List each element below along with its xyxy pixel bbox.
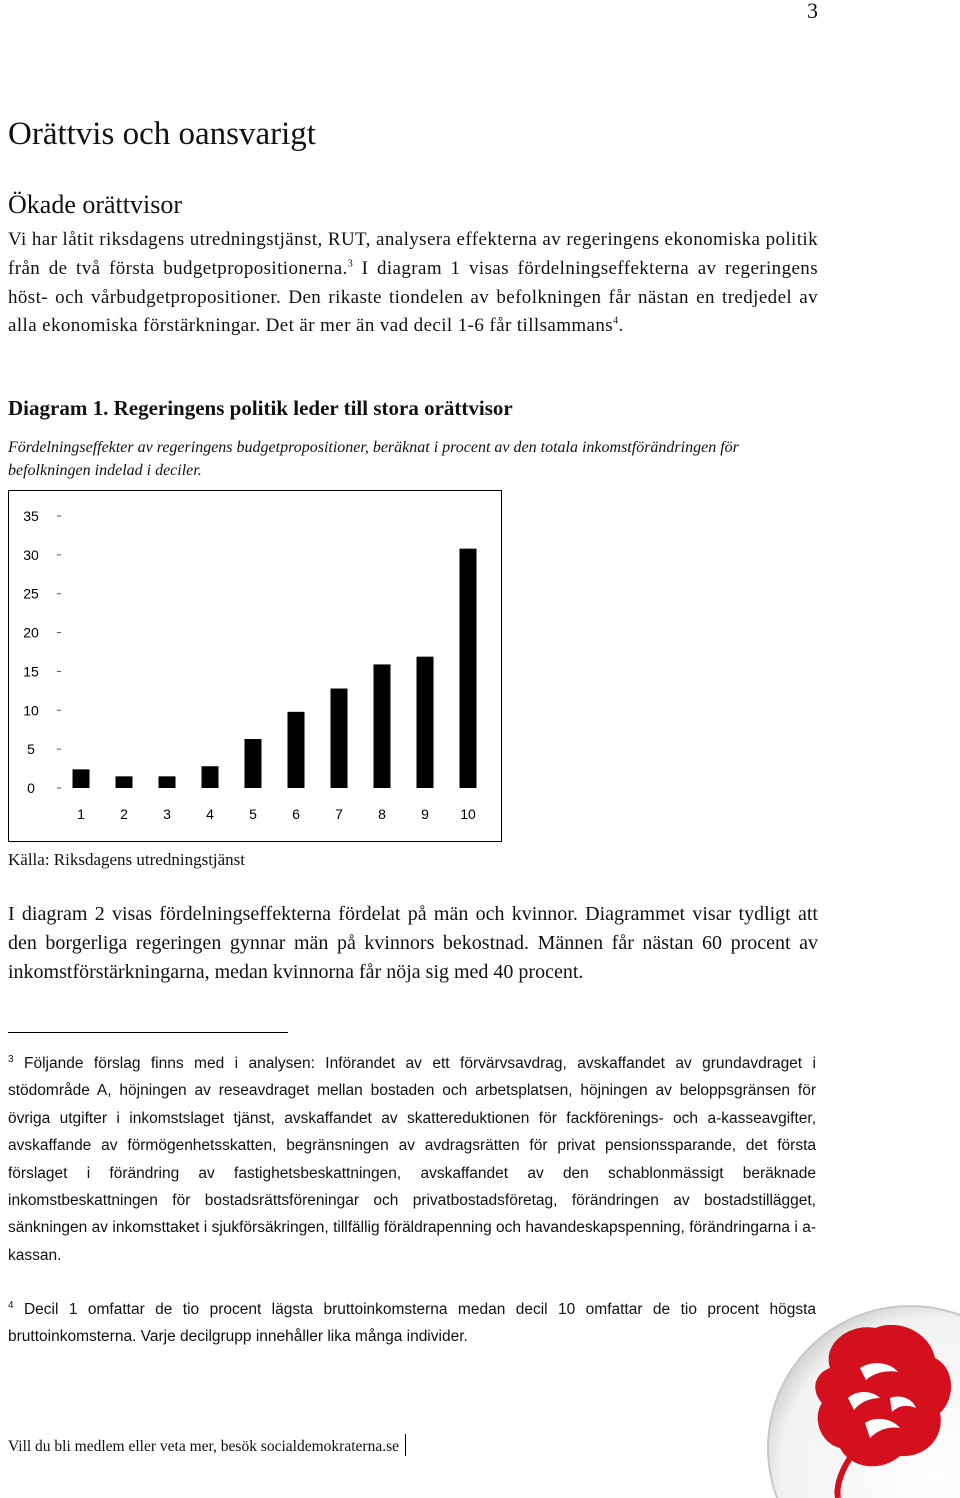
x-tick-label: 8 [378,806,386,822]
y-tick-label: 30 [23,546,39,563]
diagram-heading: Regeringens politik leder till stora orättvisor [113,396,513,420]
x-tick-label: 7 [335,806,343,822]
y-tick-label: 10 [23,702,39,719]
red-rose-logo-icon [760,1298,960,1498]
intro-text-a: Vi har låtit riksdagens utredningstjänst, RUT, analysera effekterna av regeringens ekonomiska politik från de två första budgetpropositionerna. [8,229,818,279]
diagram-caption: Fördelningseffekter av regeringens budgetpropositioner, beräknat i procent av den totala inkomstförändringen för befolkningen indelad i deciler. [8,439,739,479]
x-tick-label: 9 [421,806,429,822]
y-tick-label: 0 [27,780,35,796]
chart-source: Källa: Riksdagens utredningstjänst [8,850,246,869]
x-tick-label: 1 [77,806,85,822]
bar-decile-8 [374,664,391,788]
footnote-ref-4[interactable]: 4 [613,316,619,328]
footnote-3-text: Följande förslag finns med i analysen: Införandet av ett förvärvsavdrag, avskaffandet av grundavdraget i stödområde A, höjningen av reseavdraget mellan bostaden och arbetsplatsen, höjningen av beloppsgränsen för övriga utgifter i inkomstslaget tjänst, avskaffandet av skattereduktionen för fackförenings- och a-kasseavgifter, avskaffande av förmögenhetsskatten, begränsningen av avdragsrätten för privat pensionssparande, det första förslaget i förändring av fastighetsbeskattningen, avskaffandet av den schablonmässigt beräknade inkomstbeskattningen för bostadsrättsföreningar och privatbostadsföretag, förändringen av bostadstillägget, sänkningen av inkomsttaket i sjukförsäkringen, tillfällig föräldrapenning och havandeskapspenning, förändringarna i a-kassan. [8,1055,816,1264]
page-number: 3 [807,0,818,23]
diagram-title [8,396,513,421]
section-heading: Ökade orättvisor [8,190,183,219]
paragraph-diagram-2: I diagram 2 visas fördelningseffekterna fördelat på män och kvinnor. Diagrammet visar tydligt att den borgerliga regeringen gynnar män på kvinnors bekostnad. Männen får nästan 60 procent av inkomstförstärkningarna, medan kvinnorna får nöja sig med 40 procent. [8,903,818,983]
bar-decile-1 [73,769,90,788]
footer [8,1434,406,1456]
x-tick-label: 5 [249,806,257,822]
x-tick-label: 4 [206,806,214,822]
bar-decile-2 [116,776,133,788]
bar-decile-7 [331,689,348,788]
bar-decile-3 [159,776,176,788]
y-tick-label: 25 [23,585,39,602]
footer-divider [405,1434,406,1456]
footnote-ref-3[interactable]: 3 [347,258,354,270]
bar-decile-6 [288,712,305,788]
footnote-3 [8,1050,816,1269]
bar-decile-10 [460,549,477,788]
y-tick-label: 15 [23,663,39,680]
y-tick-label: 35 [23,508,39,524]
x-tick-label: 10 [460,806,476,822]
bar-decile-9 [417,657,434,788]
footnote-divider [8,1032,288,1033]
bar-chart [8,490,502,842]
intro-text-c: . [618,315,624,337]
footer-text[interactable]: Vill du bli medlem eller veta mer, besök socialdemokraterna.se [8,1438,399,1455]
x-tick-label: 6 [292,806,300,822]
intro-paragraph [8,226,818,341]
footnote-4-number: 4 [8,1299,14,1311]
bar-decile-4 [202,766,219,788]
page-title: Orättvis och oansvarigt [8,116,316,152]
x-tick-label: 3 [163,806,171,822]
footnote-3-number: 3 [8,1053,14,1065]
bar-decile-5 [245,739,262,788]
bar-chart-svg [9,491,501,841]
y-tick-label: 20 [23,624,39,641]
diagram-label: Diagram 1. [8,396,109,420]
y-tick-label: 5 [27,741,35,758]
x-tick-label: 2 [120,806,128,822]
intro-text-b: I diagram 1 visas fördelningseffekterna av regeringens höst- och vårbudgetpropositioner. Den rikaste tiondelen av befolkningen får nästan en tredjedel av alla ekonomiska förstärkningar. Det är mer än vad decil 1-6 får tillsammans [8,257,819,337]
footnote-4-text: Decil 1 omfattar de tio procent lägsta bruttoinkomsterna medan decil 10 omfattar de tio procent högsta bruttoinkomsterna. Varje decilgrupp innehåller lika många individer. [8,1301,817,1346]
footnote-4 [8,1296,816,1351]
